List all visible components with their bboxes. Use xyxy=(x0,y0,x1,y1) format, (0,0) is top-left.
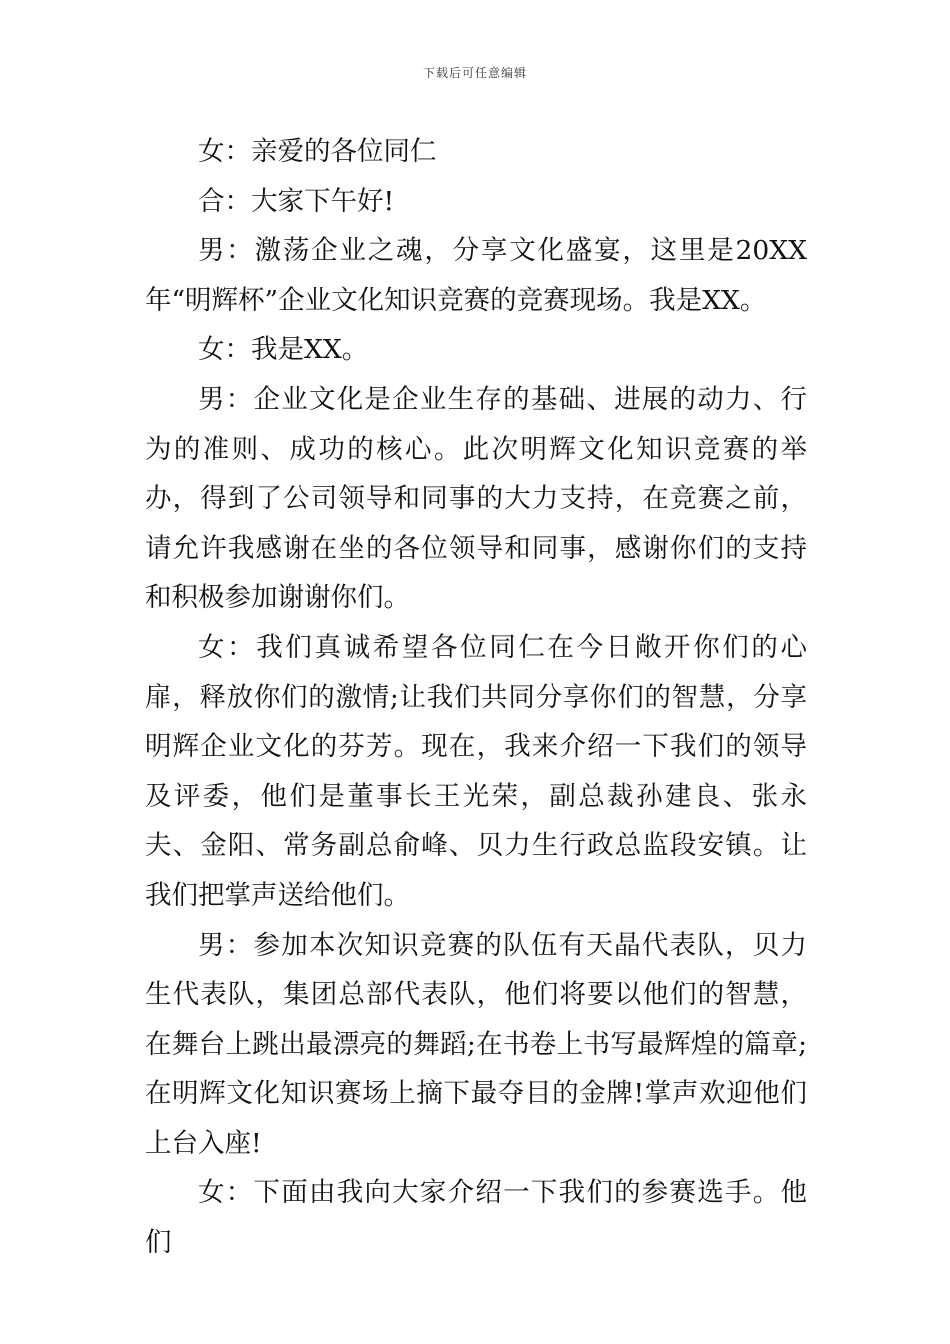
paragraph-6: 女：我们真诚希望各位同仁在今日敞开你们的心扉，释放你们的激情;让我们共同分享你们的智慧，分享明辉企业文化的芬芳。现在，我来介绍一下我们的领导及评委，他们是董事长王光荣，副总裁孙建良、张永夫、金阳、常务副总俞峰、贝力生行政总监段安镇。让我们把掌声送给他们。 xyxy=(145,631,807,911)
page-header-note: 下载后可任意编辑 xyxy=(422,66,527,80)
paragraph-7: 男：参加本次知识竞赛的队伍有天晶代表队，贝力生代表队，集团总部代表队，他们将要以他们的智慧，在舞台上跳出最漂亮的舞蹈;在书卷上书写最辉煌的篇章;在明辉文化知识赛场上摘下最夺目的金牌!掌声欢迎他们上台入座! xyxy=(145,929,807,1159)
paragraph-5: 男：企业文化是企业生存的基础、进展的动力、行为的准则、成功的核心。此次明辉文化知识竞赛的举办，得到了公司领导和同事的大力支持，在竞赛之前，请允许我感谢在坐的各位领导和同事，感谢你们的支持和积极参加谢谢你们。 xyxy=(145,383,807,614)
document-body xyxy=(145,127,807,1268)
paragraph-2: 合：大家下午好! xyxy=(198,185,395,217)
paragraph-4: 女：我是XX。 xyxy=(198,334,369,366)
paragraph-3: 男：激荡企业之魂，分享文化盛宴，这里是20XX年“明辉杯”企业文化知识竞赛的竞赛现场。我是XX。 xyxy=(145,235,807,316)
paragraph-1: 女：亲爱的各位同仁 xyxy=(198,136,437,167)
paragraph-8: 女：下面由我向大家介绍一下我们的参赛选手。他们 xyxy=(145,1177,807,1259)
